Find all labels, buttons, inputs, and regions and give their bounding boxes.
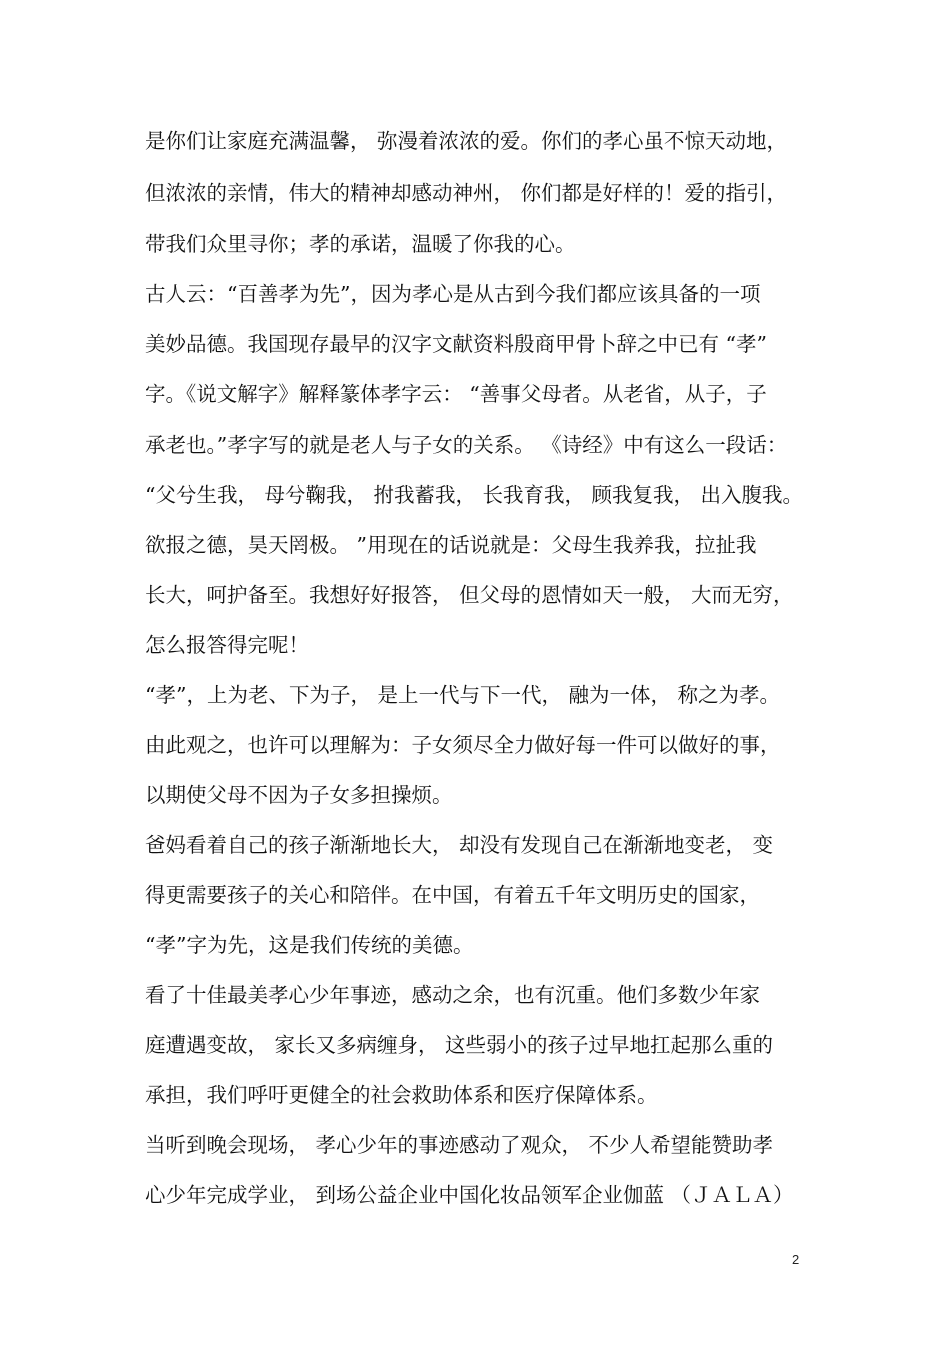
text-line: 怎么报答得完呢！ bbox=[145, 633, 309, 657]
text-line: 欲报之德，昊天罔极。 ”用现在的话说就是：父母生我养我，拉扯我 bbox=[145, 533, 757, 557]
text-line: 长大，呵护备至。我想好好报答， 但父母的恩情如天一般， 大而无穷， bbox=[145, 583, 794, 607]
text-line: 古人云：“百善孝为先”，因为孝心是从古到今我们都应该具备的一项 bbox=[145, 282, 761, 306]
text-line: 得更需要孩子的关心和陪伴。在中国，有着五千年文明历史的国家， bbox=[145, 883, 760, 907]
text-line: “父兮生我， 母兮鞠我， 拊我蓄我， 长我育我， 顾我复我， 出入腹我。 bbox=[145, 483, 804, 507]
text-line: 当听到晚会现场， 孝心少年的事迹感动了观众， 不少人希望能赞助孝 bbox=[145, 1133, 774, 1157]
text-line: 字。《说文解字》解释篆体孝字云： “善事父母者。从老省，从子，子 bbox=[145, 382, 767, 406]
text-line: 承老也。”孝字写的就是老人与子女的关系。 《诗经》中有这么一段话： bbox=[145, 433, 788, 457]
text-line: 带我们众里寻你；孝的承诺，温暖了你我的心。 bbox=[145, 232, 576, 256]
text-line: “孝”字为先，这是我们传统的美德。 bbox=[145, 933, 474, 957]
text-line: 但浓浓的亲情，伟大的精神却感动神州， 你们都是好样的！爱的指引， bbox=[145, 181, 788, 205]
text-line: 美妙品德。我国现存最早的汉字文献资料殷商甲骨卜辞之中已有 “孝” bbox=[145, 332, 767, 356]
text-line: 庭遭遇变故， 家长又多病缠身， 这些弱小的孩子过早地扛起那么重的 bbox=[145, 1033, 774, 1057]
text-line: 看了十佳最美孝心少年事迹，感动之余，也有沉重。他们多数少年家 bbox=[145, 983, 760, 1007]
page-number: 2 bbox=[792, 1252, 800, 1267]
text-line: 以期使父母不因为子女多担操烦。 bbox=[145, 783, 453, 807]
text-line: 承担，我们呼吁更健全的社会救助体系和医疗保障体系。 bbox=[145, 1083, 658, 1107]
text-line: 由此观之，也许可以理解为：子女须尽全力做好每一件可以做好的事， bbox=[145, 733, 781, 757]
text-line: 是你们让家庭充满温馨， 弥漫着浓浓的爱。你们的孝心虽不惊天动地， bbox=[145, 129, 788, 153]
text-line: 心少年完成学业， 到场公益企业中国化妆品领军企业伽蓝 （ＪＡＬＡ） bbox=[145, 1183, 794, 1207]
text-line: “孝”，上为老、下为子， 是上一代与下一代， 融为一体， 称之为孝。 bbox=[145, 683, 781, 707]
text-line: 爸妈看着自己的孩子渐渐地长大， 却没有发现自己在渐渐地变老， 变 bbox=[145, 833, 774, 857]
